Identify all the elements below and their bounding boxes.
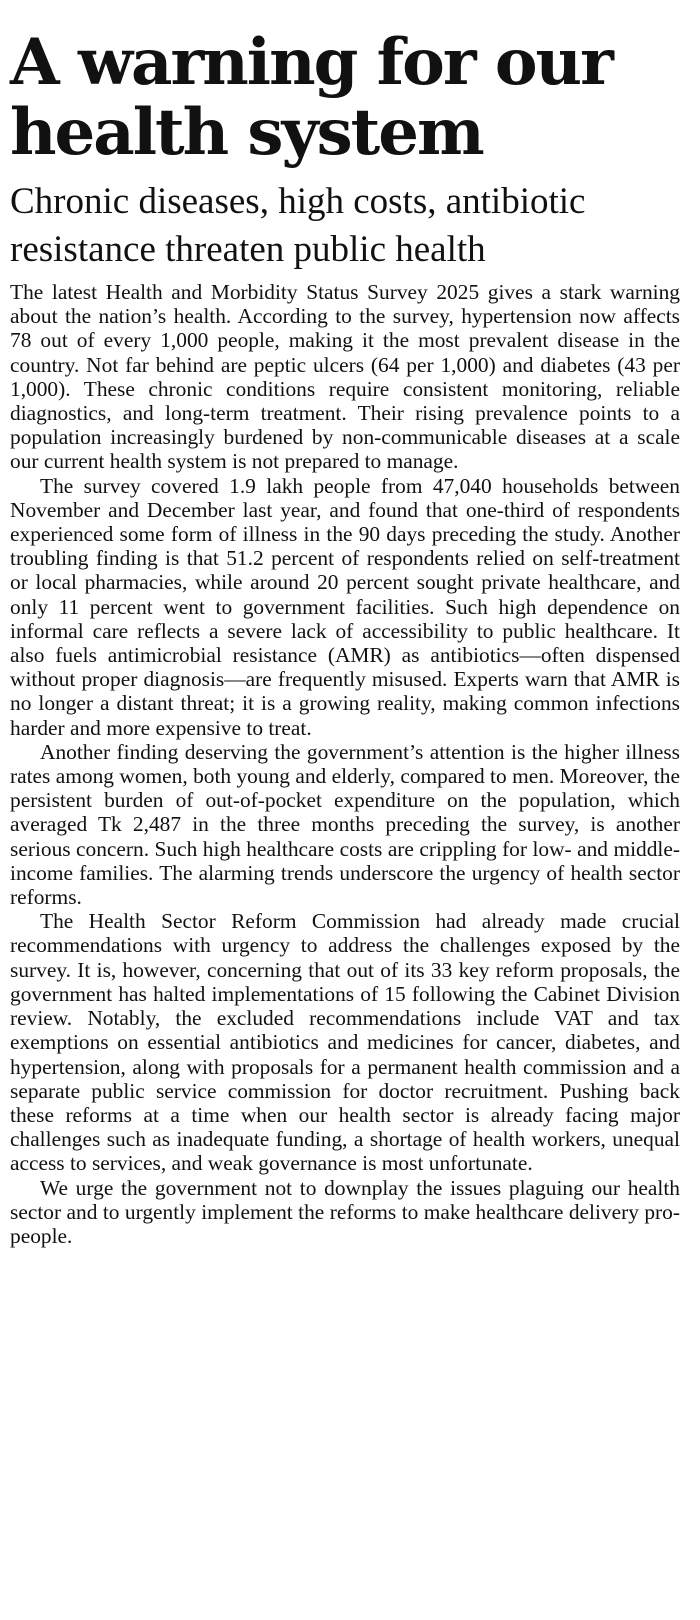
headline: A warning for our health system <box>10 25 612 170</box>
article-body <box>10 280 680 1248</box>
paragraph: The survey covered 1.9 lakh people from 47,040 households between November and December last year, and found that one-third of respondents experienced some form of illness in the 90 days preceding the study. Another troubling finding is that 51.2 percent of respondents relied on self-treatment or local pharmacies, while around 20 percent sought private healthcare, and only 11 percent went to government facilities. Such high dependence on informal care reflects a severe lack of accessibility to public healthcare. It also fuels antimicrobial resistance (AMR) as antibiotics—often dispensed without proper diagnosis—are frequently misused. Experts warn that AMR is no longer a distant threat; it is a growing reality, making common infections harder and more expensive to treat. <box>10 473 680 740</box>
paragraph: The latest Health and Morbidity Status Survey 2025 gives a stark warning about the nation’s health. According to the survey, hypertension now affects 78 out of every 1,000 people, making it the most prevalent disease in the country. Not far behind are peptic ulcers (64 per 1,000) and diabetes (43 per 1,000). These chronic conditions require consistent monitoring, reliable diagnostics, and long-term treatment. Their rising prevalence points to a population increasingly burdened by non-communicable diseases at a scale our current health system is not prepared to manage. <box>10 280 680 474</box>
paragraph: Another finding deserving the government’s attention is the higher illness rates among women, both young and elderly, compared to men. Moreover, the persistent burden of out-of-pocket expenditure on the population, which averaged Tk 2,487 in the three months preceding the survey, is another serious concern. Such high healthcare costs are crippling for low- and middle-income families. The alarming trends underscore the urgency of health sector reforms. <box>10 739 680 910</box>
paragraph: The Health Sector Reform Commission had already made crucial recommendations with urgency to address the challenges exposed by the survey. It is, however, concerning that out of its 33 key reform proposals, the government has halted implementations of 15 following the Cabinet Division review. Notably, the excluded recommendations include VAT and tax exemptions on essential antibiotics and medicines for cancer, diabetes, and hypertension, along with proposals for a permanent health commission and a separate public service commission for doctor recruitment. Pushing back these reforms at a time when our health sector is already facing major challenges such as inadequate funding, a shortage of health workers, unequal access to services, and weak governance is most unfortunate. <box>10 909 680 1176</box>
paragraph: We urge the government not to downplay the issues plaguing our health sector and to urgently implement the reforms to make healthcare delivery pro-people. <box>10 1175 680 1248</box>
subheadline: Chronic diseases, high costs, antibiotic resistance threaten public health <box>10 181 586 270</box>
